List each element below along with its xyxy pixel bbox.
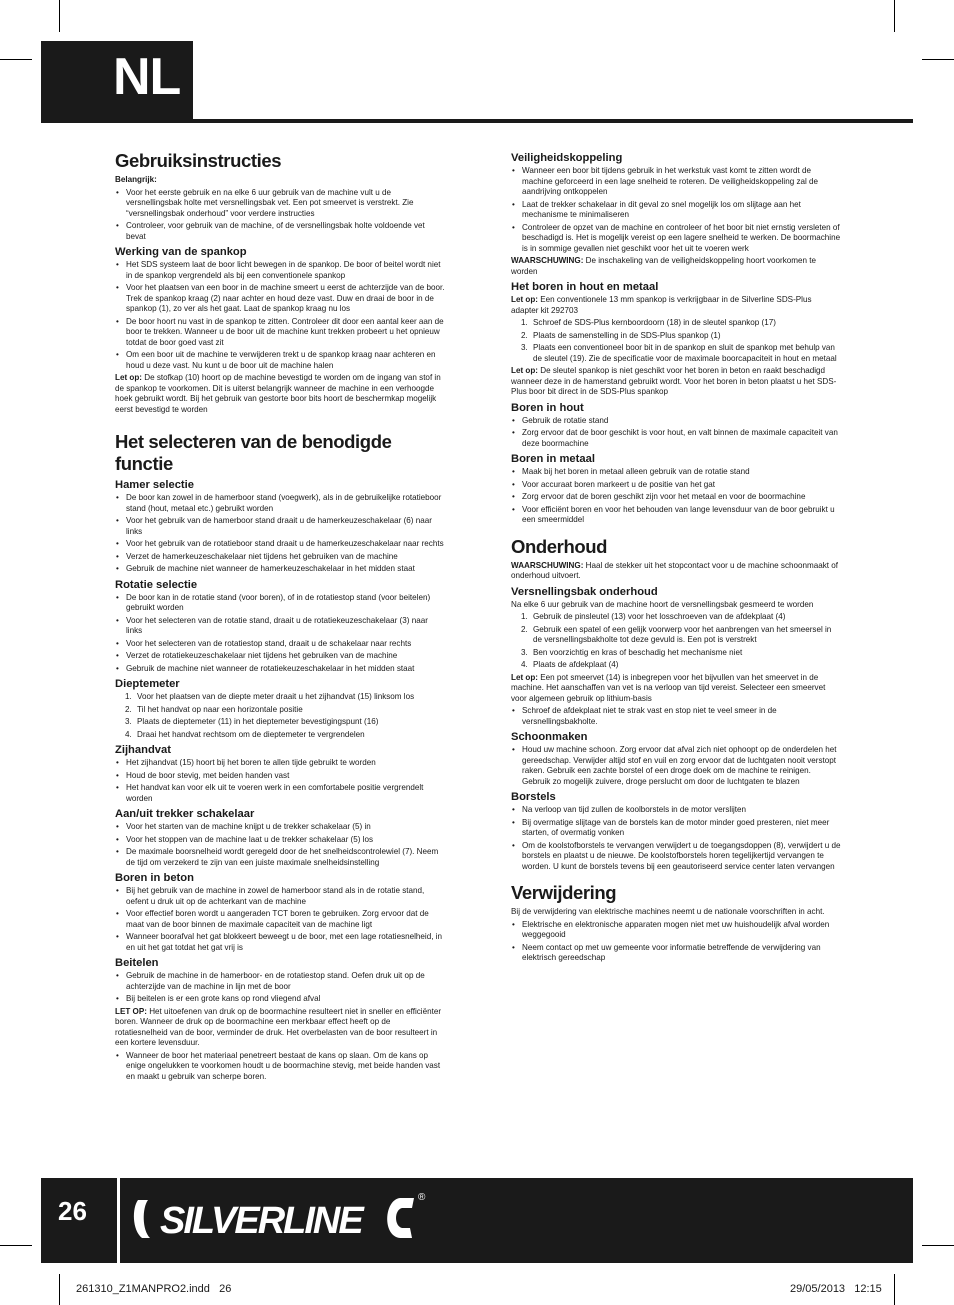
subheading-hout-metaal: Het boren in hout en metaal <box>511 281 659 293</box>
list-item: • Houd de boor stevig, met beiden handen vast <box>115 771 445 782</box>
dieptemeter-steps <box>115 692 445 740</box>
zijhandvat-list <box>115 758 445 804</box>
list-item: • Voor het gebruik van de hamerboor stand draait u de hamerkeuzeschakelaar (6) naar links <box>115 516 445 537</box>
list-item: • Maak bij het boren in metaal alleen gebruik van de rotatie stand <box>511 467 841 478</box>
list-item: • Gebruik de machine niet wanneer de rotatiekeuzeschakelaar in het midden staat <box>115 664 445 675</box>
crop-mark <box>59 1274 60 1305</box>
list-item: • Houd uw machine schoon. Zorg ervoor dat afval zich niet ophoopt op de onderdelen het gereedschap. Verwijder altijd stof en vuil en zorg ervoor dat de luchtgaten nooit verstopt raken. Gebruik een zachte borstel of een droge doek om de machine te reinigen. Gebruik zo mogelijk zuivere, droge perslucht om door de luchtgaten te blazen <box>511 745 841 787</box>
language-tab <box>41 41 193 123</box>
list-item: • Zorg ervoor dat de boren geschikt zijn voor het metaal en voor de boormachine <box>511 492 841 503</box>
schoonmaken-list <box>511 745 841 787</box>
aan-uit-list <box>115 822 445 868</box>
subheading-aan-uit: Aan/uit trekker schakelaar <box>115 808 255 820</box>
subheading-dieptemeter: Dieptemeter <box>115 678 180 690</box>
hout-list <box>511 416 841 450</box>
intro-text: Bij de verwijdering van elektrische machines neemt u de nationale voorschriften in acht. <box>511 907 825 916</box>
note-paragraph <box>115 1007 445 1049</box>
list-item: • Het zijhandvat (15) hoort bij het boren te allen tijde gebruikt te worden <box>115 758 445 769</box>
silverline-logo <box>132 1186 432 1255</box>
list-item: • De maximale boorsnelheid wordt geregeld door de het snelheidscontrolewiel (7). Neem de tijd om verzekerd te zijn van een juiste maximale snelheidsinstelling <box>115 847 445 868</box>
list-item: 2. Gebruik een spatel of een gelijk voorwerp voor het aanbrengen van het smeersel in de versnellingsbakholte tot deze gevuld is. Een pot is verstrekt <box>521 624 832 644</box>
brand-wordmark: SILVERLINE <box>160 1200 362 1242</box>
list-item: 1. Voor het plaatsen van de diepte meter draait u het zijhandvat (15) linksom los <box>125 692 415 701</box>
crop-mark <box>922 1245 954 1246</box>
subheading-boren-hout: Boren in hout <box>511 401 584 414</box>
crop-mark <box>59 0 60 32</box>
list-item: • Voor het starten van de machine knijpt u de trekker schakelaar (5) in <box>115 822 445 833</box>
note-text: De sleutel spankop is niet geschikt voor het boren in beton en raakt beschadigd wanneer deze in de hamerstand gebruikt wordt. Voor het boren in beton plaatst u het SDS-Plus boor bit direct in de SDS-Plus spankop <box>511 366 837 396</box>
list-item: • Controleer de opzet van de machine en controleer of het boor bit niet ernstig versleten of beschadigd is. Het is mogelijk vereist op een lagere snelheid te werken. De boormachine is in sommige gevallen niet geschikt voor het uit te voeren werk <box>511 223 841 255</box>
important-list <box>115 188 445 243</box>
note-text: Het uitoefenen van druk op de boormachine resulteert niet in sneller en efficiënter boren. Wanneer de druk op de boormachine een merkbaar effect heeft op de rotatiesnelheid van de boor, verminder de druk. Het overbelasten van de boor resulteert in een kortere levensduur. <box>115 1006 442 1047</box>
note-label: LET OP: <box>115 1006 147 1016</box>
date-time: 29/05/2013 12:15 <box>790 1283 882 1295</box>
subheading-rotatie: Rotatie selectie <box>115 578 198 591</box>
subheading-hamer: Hamer selectie <box>115 479 194 491</box>
crop-mark <box>922 59 954 60</box>
list-item: • De boor kan in de rotatie stand (voor boren), of in de rotatiestop stand (voor beitelen) gebruikt worden <box>115 593 445 614</box>
list-item: 1. Gebruik de pinsleutel (13) voor het losschroeven van de afdekplaat (4) <box>521 612 786 621</box>
list-item: • Neem contact op met uw gemeente voor informatie betreffende de verwijdering van elektrisch gereedschap <box>511 943 841 964</box>
hamer-list <box>115 493 445 575</box>
veilig-list <box>511 166 841 254</box>
subheading-borstels: Borstels <box>511 791 556 803</box>
header-rule <box>193 119 913 123</box>
list-item: • De boor hoort nu vast in de spankop te zitten. Controleer dit door een aantal keer aan de boor te trekken. Wanneer u de boor uit de machine kunt trekken probeert u het opnieuw totdat de boor goed vast zit <box>115 317 445 349</box>
crop-mark <box>894 0 895 32</box>
footer-divider <box>117 1178 120 1263</box>
list-item: • Voor effectief boren wordt u aangeraden TCT boren te gebruiken. Zorg ervoor dat de maat van de boor binnen de maximale capaciteit van de machine ligt <box>115 909 445 930</box>
list-item: • Wanneer de boor het materiaal penetreert bestaat de kans op slaan. Om de kans op enige ongelukken te voorkomen houdt u de boormachine stevig, met beide handen vast en maakt u gebruik van scherpe boren. <box>115 1051 445 1083</box>
crop-mark <box>0 59 32 60</box>
spankop-list <box>115 260 445 371</box>
list-item: • Het handvat kan voor elk uit te voeren werk in een comfortabele positie vergrendelt worden <box>115 783 445 804</box>
right-column <box>511 152 841 966</box>
list-item: • Wanneer boorafval het gat blokkeert beweegt u de boor, met een lage rotatiesnelheid, in en uit het gat totdat het gat vrij is <box>115 932 445 953</box>
list-item: • Voor accuraat boren markeert u de positie van het gat <box>511 480 841 491</box>
note-text: Een conventionele 13 mm spankop is verkrijgbaar in de Silverline SDS-Plus adapter kit 292703 <box>511 295 812 315</box>
note-label: Let op: <box>511 366 538 375</box>
list-item: 2. Til het handvat op naar een horizontale positie <box>125 704 303 714</box>
hout-metaal-steps <box>511 318 841 364</box>
list-item: • Verzet de hamerkeuzeschakelaar niet tijdens het gebruiken van de machine <box>115 552 445 563</box>
list-item: 3. Plaats een conventioneel boor bit in de spankop en sluit de spankop met behulp van de sleutel (19). Zie de specificatie voor de maximale boorcapaciteit in hout en metaal <box>521 343 837 363</box>
list-item: • Voor het selecteren van de rotatiestop stand, draait u de schakelaar naar rechts <box>115 639 445 650</box>
subheading-spankop: Werking van de spankop <box>115 246 247 258</box>
list-item: • Bij beitelen is er een grote kans op rond vliegend afval <box>115 994 445 1005</box>
section-title-functie: Het selecteren van de benodigde functie <box>115 431 392 474</box>
note-text: De stofkap (10) hoort op de machine bevestigd te worden om de ingang van stof in de spankop te voorkomen. Dit is uiterst belangrijk wanneer de machine in een verhoogde hoek gebruikt wordt. Bij het gebruik van gestorte boor bits hoort de beschermkap mogelijk eerst bevestigd te worden <box>115 373 441 414</box>
list-item: • Na verloop van tijd zullen de koolborstels in de motor verslijten <box>511 805 841 816</box>
list-item: • Bij overmatige slijtage van de borstels kan de motor minder goed presteren, niet meer starten, of overmatig vonken <box>511 818 841 839</box>
list-item: • Om de koolstofborstels te vervangen verwijdert u de toegangsdoppen (8), verwijdert u de borstels en plaatst u de nieuwe. De koolstofborstels horen tegelijkertijd vervangen te worden. U kunt de borstels tevens bij een geautoriseerd service center laten vervangen <box>511 841 841 873</box>
subheading-boren-metaal: Boren in metaal <box>511 453 595 465</box>
list-item: • Gebruik de machine in de hamerboor- en de rotatiestop stand. Oefen druk uit op de achterzijde van de machine in lijn met de boor <box>115 971 445 992</box>
list-item: • Laat de trekker schakelaar in dit geval zo snel mogelijk los om slijtage aan het mechanisme te minimaliseren <box>511 200 841 221</box>
list-item: • Gebruik de rotatie stand <box>511 416 841 427</box>
section-title-onderhoud: Onderhoud <box>511 535 608 557</box>
note-paragraph <box>511 295 841 316</box>
list-item: • Voor het gebruik van de rotatieboor stand draait u de hamerkeuzeschakelaar naar rechts <box>115 539 445 550</box>
section-title-verwijdering: Verwijdering <box>511 882 617 903</box>
subheading-schoonmaken: Schoonmaken <box>511 731 588 743</box>
page-number: 26 <box>58 1196 87 1226</box>
note-label: Let op: <box>115 373 142 382</box>
beitelen-list <box>115 971 445 1005</box>
list-item: • De boor kan zowel in de hamerboor stand (voegwerk), als in de gebruikelijke rotatieboor stand (hout, metaal etc.) gebruikt worden <box>115 493 445 514</box>
list-item: 4. Plaats de afdekplaat (4) <box>521 660 619 669</box>
list-item: • Controleer, voor gebruik van de machine, of de versnellingsbak holte voldoende vet bevat <box>115 221 445 242</box>
list-item: 1. Schroef de SDS-Plus kernboordoorn (18) in de sleutel spankop (17) <box>521 318 776 327</box>
crop-mark <box>894 1274 895 1305</box>
list-item: • Voor het plaatsen van een boor in de machine smeert u eerst de achterzijde van de boor. Trek de spankop kraag (2) naar achter en houd deze vast. Duw en draai de boor in de spankop (1), zo ver als het gaat. Laat de spankop kraag nu los <box>115 283 445 315</box>
list-item: • Verzet de rotatiekeuzeschakelaar niet tijdens het gebruiken van de machine <box>115 651 445 662</box>
subheading-veiligheidskoppeling: Veiligheidskoppeling <box>511 152 623 164</box>
section-title-gebruiksinstructies: Gebruiksinstructies <box>115 150 282 171</box>
registered-mark: ® <box>418 1192 426 1203</box>
warning-paragraph <box>511 561 841 582</box>
note-label: Let op: <box>511 672 538 682</box>
file-info: 261310_Z1MANPRO2.indd 26 <box>76 1283 232 1295</box>
beton-list <box>115 886 445 953</box>
list-item: • Wanneer een boor bit tijdens gebruik in het werkstuk vast komt te zitten wordt de machine geforceerd in een lage snelheid te roteren. De veiligheidskoppeling zal de aandrijving ontkoppelen <box>511 166 841 198</box>
warning-paragraph <box>511 256 841 277</box>
subheading-beitelen: Beitelen <box>115 957 159 969</box>
crop-mark <box>0 1245 32 1246</box>
left-column <box>115 150 445 1084</box>
list-item: 4. Draai het handvat rechtsom om de dieptemeter te vergrendelen <box>125 729 365 739</box>
list-item: • Schroef de afdekplaat niet te strak vast en stop niet te veel smeer in de versnellingsbakholte. <box>511 706 841 727</box>
warning-label: WAARSCHUWING: <box>511 256 584 265</box>
list-item: • Voor het stoppen van de machine laat u de trekker schakelaar (5) los <box>115 835 445 846</box>
note-paragraph <box>511 673 841 705</box>
intro-text: Na elke 6 uur gebruik van de machine hoort de versnellingsbak gesmeerd te worden <box>511 599 814 609</box>
note-text: Een pot smeervet (14) is inbegrepen voor het bijvullen van het smeervet in de machine. Het aanschaffen van vet is na verloop van tijd vereist. Selecteer een smeervet voor algemeen gebruik op lithium-basis <box>511 672 826 703</box>
warning-label: WAARSCHUWING: <box>511 560 584 570</box>
note-paragraph <box>115 373 445 415</box>
versnellingsbak-steps <box>511 612 841 671</box>
note-label: Let op: <box>511 295 538 304</box>
important-label: Belangrijk: <box>115 175 157 184</box>
borstels-list <box>511 805 841 872</box>
language-code: NL <box>113 48 181 106</box>
list-item: • Voor het eerste gebruik en na elke 6 uur gebruik van de machine vult u de versnellingsbak holte met versnellingsbak vet. Een pot smeervet is verstrekt. Zie “versnellingsbak onderhoud” voor verdere instructies <box>115 188 445 220</box>
verwijdering-list <box>511 920 841 964</box>
list-item: • Bij het gebruik van de machine in zowel de hamerboor stand als in de rotatie stand, oefent u druk uit op de achterkant van de machine <box>115 886 445 907</box>
warning-text: De inschakeling van de veiligheidskoppeling hoort voorkomen te worden <box>511 256 817 276</box>
subheading-zijhandvat: Zijhandvat <box>115 744 171 756</box>
warning-text: Haal de stekker uit het stopcontact voor u de machine schoonmaakt of onderhoud uitvoert. <box>511 560 839 580</box>
versnellingsbak-after-list <box>511 706 841 727</box>
rotatie-list <box>115 593 445 675</box>
list-item: • Elektrische en elektronische apparaten mogen niet met uw huishoudelijk afval worden weggegooid <box>511 920 841 941</box>
list-item: • Voor efficiënt boren en voor het behouden van lange levensduur van de boor gebruikt u een smeermiddel <box>511 505 841 526</box>
subheading-versnellingsbak: Versnellingsbak onderhoud <box>511 585 658 598</box>
list-item: 3. Ben voorzichtig en kras of beschadig het mechanisme niet <box>521 647 743 657</box>
list-item: 2. Plaats de samenstelling in de SDS-Plus spankop (1) <box>521 330 721 340</box>
list-item: • Gebruik de machine niet wanneer de hamerkeuzeschakelaar in het midden staat <box>115 564 445 575</box>
list-item: • Zorg ervoor dat de boor geschikt is voor hout, en valt binnen de maximale capaciteit van deze boormachine <box>511 428 841 449</box>
subheading-beton: Boren in beton <box>115 872 194 884</box>
beitelen-after-list <box>115 1051 445 1083</box>
list-item: • Het SDS systeem laat de boor licht bewegen in de spankop. De boor of beitel wordt niet in de spankop vergrendeld als bij een conventionele spankop <box>115 260 445 281</box>
note-paragraph <box>511 366 841 398</box>
metaal-list <box>511 467 841 526</box>
list-item: • Om een boor uit de machine te verwijderen trekt u de spankop kraag naar achteren en houd u deze vast. Nu kunt u de boor uit de machine halen <box>115 350 445 371</box>
list-item: 3. Plaats de dieptemeter (11) in het dieptemeter bevestigingspunt (16) <box>125 717 379 726</box>
list-item: • Voor het selecteren van de rotatie stand, draait u de rotatiekeuzeschakelaar (3) naar links <box>115 616 445 637</box>
